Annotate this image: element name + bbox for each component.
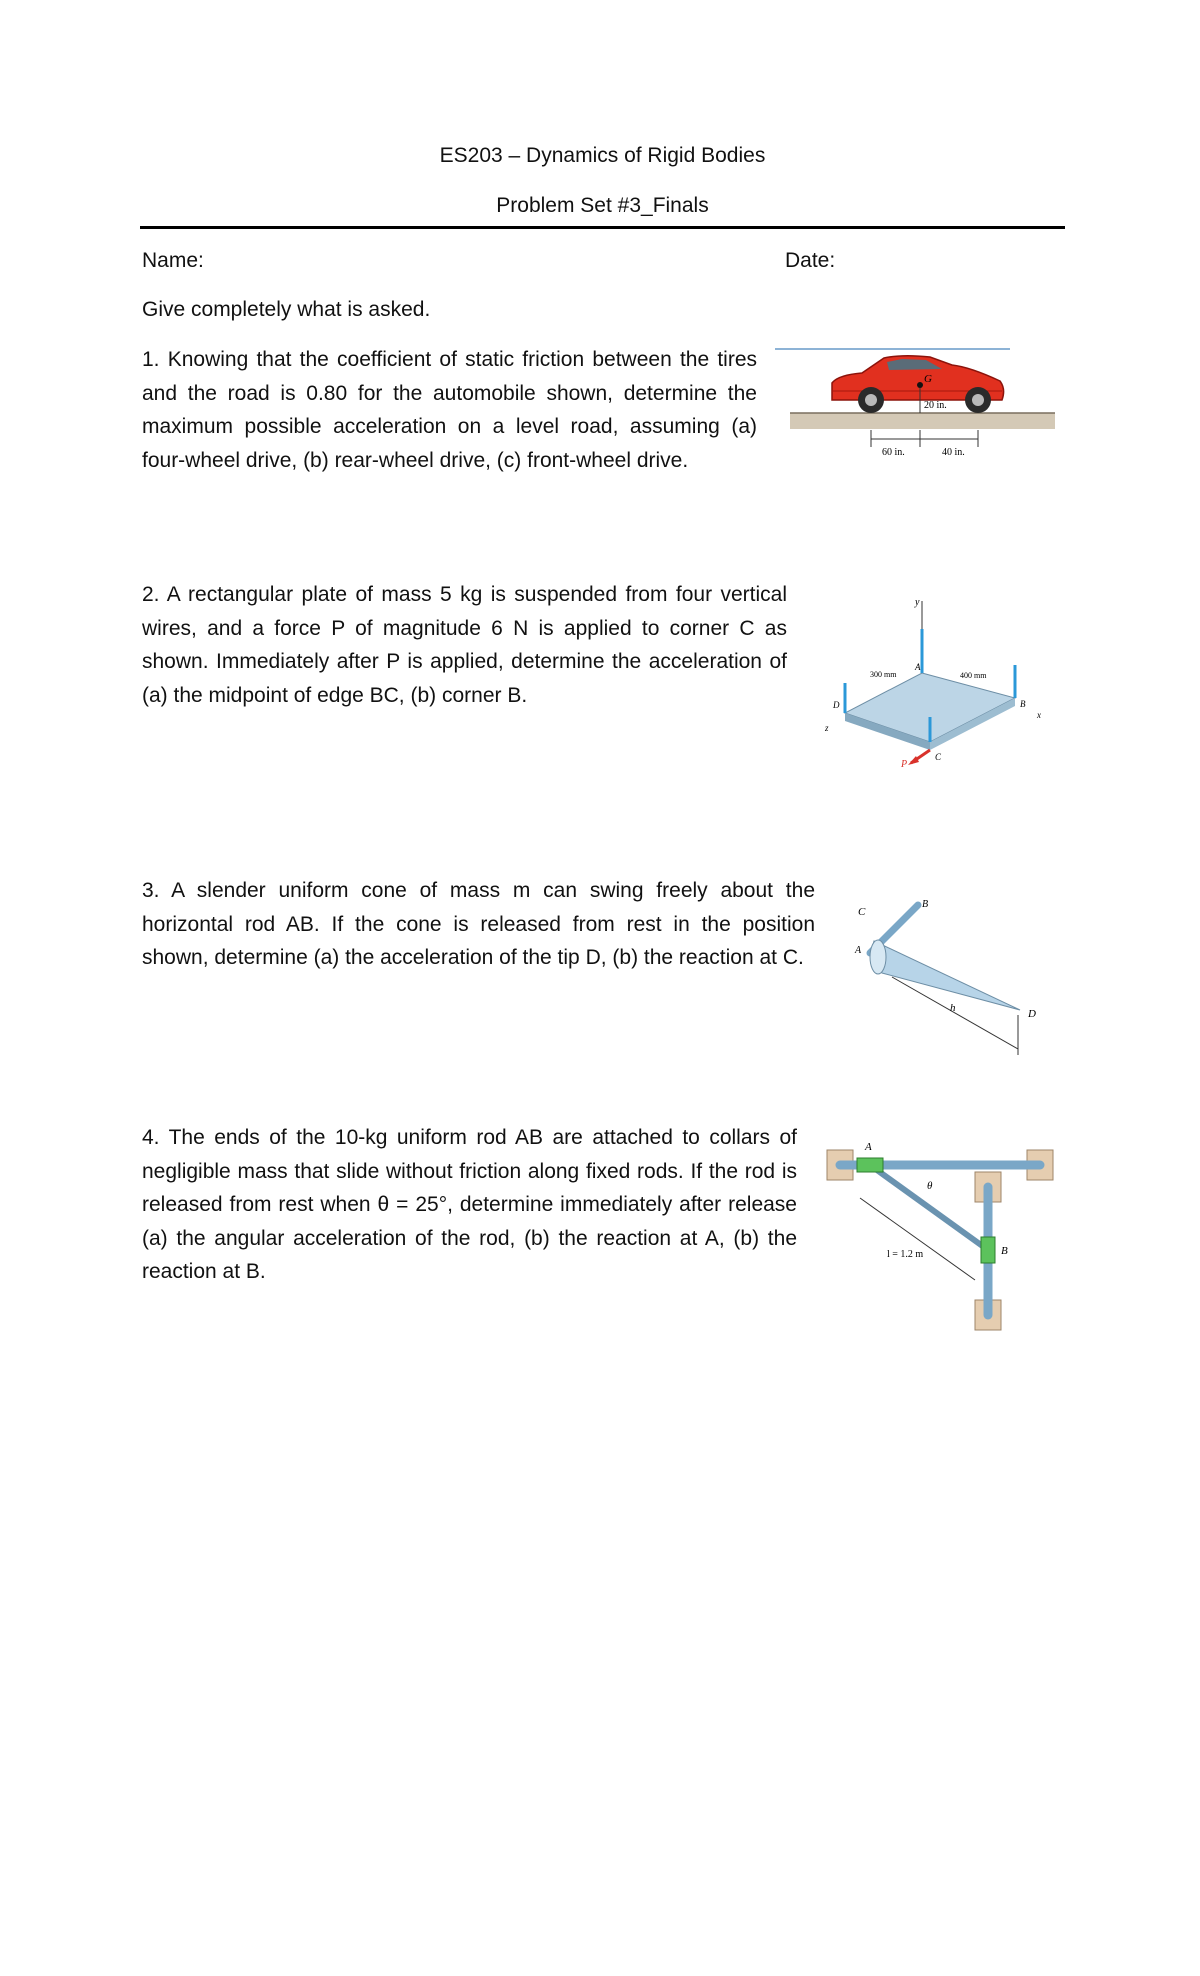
cg-label: G [924,373,932,385]
dim-400-label: 400 mm [960,671,987,680]
h-label: h [950,1002,956,1014]
corner-a-label: A [915,662,921,672]
point-b-label: B [1001,1245,1008,1257]
collar-a [857,1158,883,1172]
point-b-label: B [922,899,929,910]
y-axis-label: y [915,597,920,608]
length-label: l = 1.2 m [887,1249,924,1260]
problem-3-figure [840,895,1065,1070]
cone-body [872,941,1020,1010]
rod-ab [870,1165,988,1250]
problem-1-figure [770,345,1060,475]
point-a-label: A [855,945,862,956]
problem-4-figure [825,1130,1055,1345]
center-of-gravity [917,382,923,388]
dim-300-label: 300 mm [870,670,897,679]
z-axis-label: z [825,723,829,733]
problem-3-text: 3. A slender uniform cone of mass m can swing freely about the horizontal rod AB. If the cone is released from rest in the position shown, determine (a) the acceleration of the tip D, (b) the reaction at C. [142,879,815,969]
point-a-label: A [865,1141,872,1153]
corner-c-label: C [935,752,942,762]
instructions: Give completely what is asked. [142,298,431,321]
name-label: Name: [142,249,204,272]
height-label: 20 in. [924,400,947,411]
problem-4-text: 4. The ends of the 10-kg uniform rod AB are attached to collars of negligible mass that slide without friction along fixed rods. If the rod is released from rest when θ = 25°, determine immediately after release (a) the angular acceleration of the rod, (b) the reaction at A, (b) the reaction at B. [142,1126,797,1283]
problem-2-text: 2. A rectangular plate of mass 5 kg is suspended from four vertical wires, and a force P of magnitude 6 N is applied to corner C as shown. Immediately after P is applied, determine the acceleration of (a) the midpoint of edge BC, (b) corner B. [142,583,787,707]
tip-d-label: D [1028,1008,1036,1020]
problem-2-figure [815,595,1065,805]
x-axis-label: x [1037,710,1041,720]
problem-1-text: 1. Knowing that the coefficient of static friction between the tires and the road is 0.80 for the automobile shown, determine the maximum possible acceleration on a level road, assuming (a) four-wheel drive, (b) rear-wheel drive, (c) front-wheel drive. [142,348,757,472]
front-dim-label: 40 in. [942,447,965,458]
header-rule [140,226,1065,229]
corner-b-label: B [1020,699,1026,709]
cone-base [870,940,886,974]
p-label: P [901,759,908,770]
problem-set-title: Problem Set #3_Finals [496,194,709,217]
road-surface [790,413,1055,429]
collar-b [981,1237,995,1263]
corner-d-label: D [833,700,840,710]
theta-label: θ [927,1180,933,1192]
course-title: ES203 – Dynamics of Rigid Bodies [439,144,766,167]
rear-dim-label: 60 in. [882,447,905,458]
point-c-label: C [858,906,866,918]
date-label: Date: [785,249,836,272]
length-dim-line [860,1198,975,1280]
